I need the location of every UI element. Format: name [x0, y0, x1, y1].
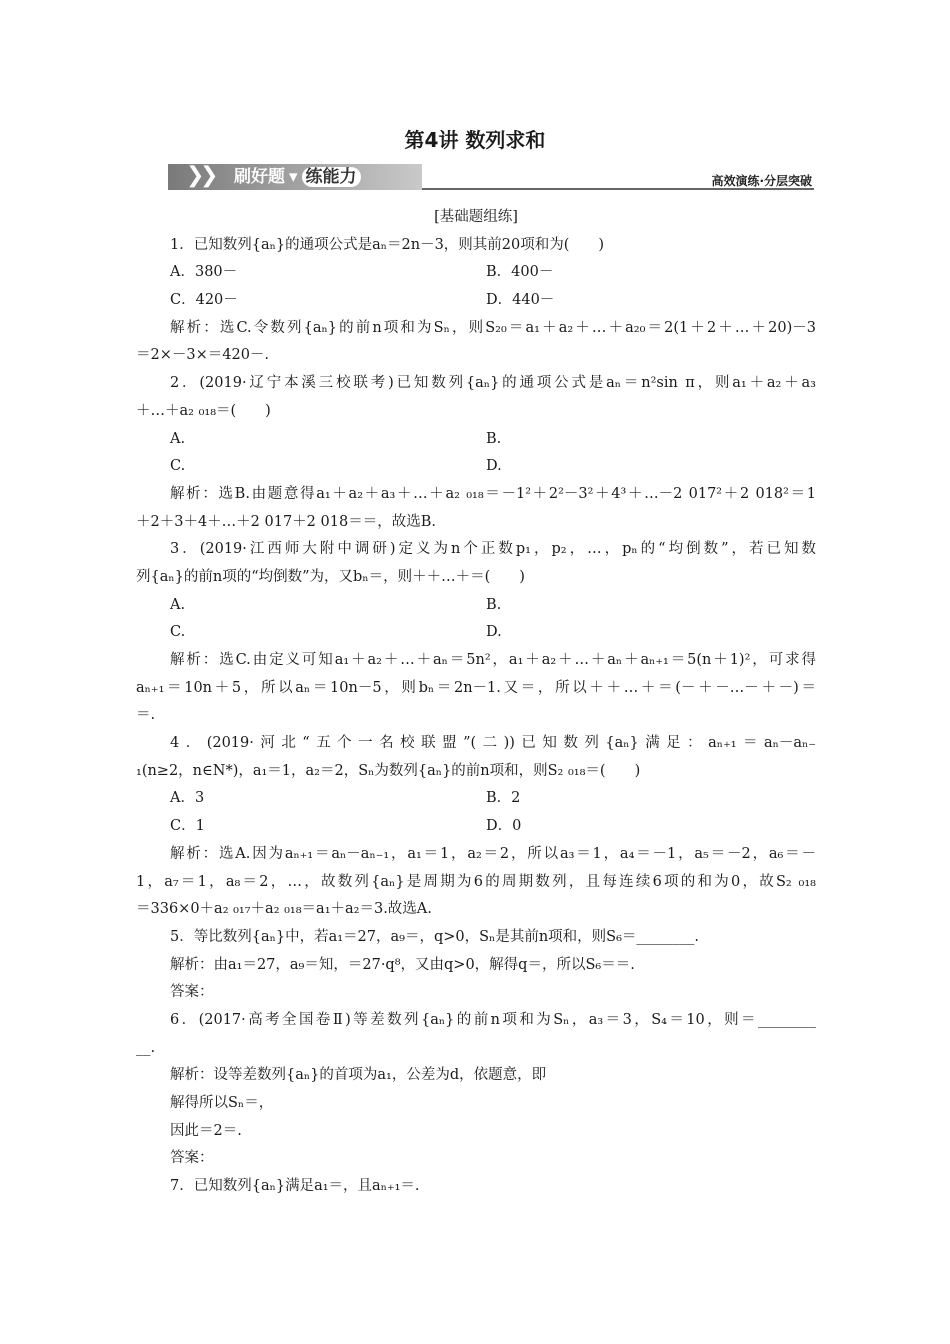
option-left: A.: [170, 430, 186, 447]
option-left: A．380－: [170, 264, 238, 281]
text-line: 6．(2017·高考全国卷Ⅱ)等差数列{aₙ}的前n项和为Sₙ，a₃＝3，S₄＝10，则＝________: [170, 1011, 816, 1028]
option-left: C．1: [170, 818, 205, 835]
dot-icon: ▾: [289, 167, 298, 187]
text-line: ₁(n≥2，n∈N*)，a₁＝1，a₂＝2，Sₙ为数列{aₙ}的前n项和，则S₂ ₀₁₈＝( ): [136, 762, 641, 779]
chevron-right-icon: ❯: [186, 163, 205, 188]
option-left: C.: [170, 458, 186, 475]
section-heading: [基础题组练]: [434, 209, 518, 225]
text-line: 解得所以Sₙ＝，: [170, 1095, 274, 1111]
text-line: 答案：: [170, 1150, 214, 1167]
text-line: 解析：选A.因为aₙ₊₁＝aₙ－aₙ₋₁，a₁＝1，a₂＝2，所以a₃＝1，a₄＝－1，a₅＝－2，a₆＝－: [170, 845, 816, 862]
text-line: 解析：由a₁＝27，a₉＝知，＝27·q⁸，又由q>0，解得q＝，所以S₆＝＝.: [170, 956, 635, 973]
option-right: B.: [486, 596, 502, 613]
text-line: __.: [136, 1039, 156, 1056]
text-line: 解析：选C.由定义可知a₁＋a₂＋…＋aₙ＝5n²，a₁＋a₂＋…＋aₙ＋aₙ₊₁＝5(n＋1)²，可求得: [170, 652, 816, 668]
option-left: A．3: [170, 790, 205, 807]
option-row: [136, 785, 816, 813]
text-line: 解析：设等差数列{aₙ}的首项为a₁，公差为d，依题意，即: [170, 1067, 547, 1084]
text-line: ＝336×0＋a₂ ₀₁₇＋a₂ ₀₁₈＝a₁＋a₂＝3.故选A.: [136, 901, 432, 918]
text-line: 解析：选B.由题意得a₁＋a₂＋a₃＋…＋a₂ ₀₁₈＝－1²＋2²－3²＋4³＋…－2 017²＋2 018²＝1: [170, 485, 816, 502]
text-line: 答案：: [170, 984, 214, 1001]
option-right: D．0: [486, 818, 522, 835]
option-left: C．420－: [170, 292, 238, 309]
banner-label: [234, 165, 363, 189]
option-row: [136, 426, 816, 454]
text-line: 7．已知数列{aₙ}满足a₁＝，且aₙ₊₁＝.: [170, 1178, 420, 1195]
document-body: [136, 204, 816, 1201]
option-right: D.: [486, 624, 502, 641]
option-row: [136, 592, 816, 620]
option-right: B.: [486, 430, 502, 447]
text-line: aₙ₊₁＝10n＋5，所以aₙ＝10n－5，则bₙ＝2n－1.又＝，所以＋＋…＋＝(－＋－…－＋－)＝: [136, 679, 816, 696]
banner-subtitle: 高效演练·分层突破: [711, 174, 812, 188]
text-line: 2．(2019·辽宁本溪三校联考)已知数列{aₙ}的通项公式是aₙ＝n²sin π，则a₁＋a₂＋a₃: [170, 375, 816, 392]
option-left: C.: [170, 624, 186, 641]
text-line: 1，a₇＝1，a₈＝2，…，故数列{aₙ}是周期为6的周期数列，且每连续6项的和为0，故S₂ ₀₁₈: [136, 873, 816, 890]
option-right: B．400－: [486, 264, 554, 281]
page-title: 第4讲 数列求和: [404, 128, 546, 152]
option-row: [136, 259, 816, 287]
option-row: [136, 619, 816, 647]
text-line: 解析：选C.令数列{aₙ}的前n项和为Sₙ，则S₂₀＝a₁＋a₂＋…＋a₂₀＝2(1＋2＋…＋20)－3: [170, 319, 816, 336]
chevron-right-icon: ❯: [200, 163, 219, 188]
option-row: [136, 287, 816, 315]
option-row: [136, 813, 816, 841]
text-line: 3．(2019·江西师大附中调研)定义为n个正数p₁，p₂，…，pₙ的“均倒数”，若已知数: [170, 541, 816, 558]
option-left: A.: [170, 596, 186, 613]
text-line: 1．已知数列{aₙ}的通项公式是aₙ＝2n－3，则其前20项和为( ): [170, 236, 605, 253]
text-line: ＝.: [136, 707, 156, 724]
text-line: 4．(2019·河北“五个一名校联盟”(二))已知数列{aₙ}满足：aₙ₊₁＝aₙ－aₙ₋: [170, 735, 816, 752]
section-banner: [168, 160, 814, 194]
text-line: 5．等比数列{aₙ}中，若a₁＝27，a₉＝，q>0，Sₙ是其前n项和，则S₆＝________.: [170, 928, 700, 945]
option-right: D.: [486, 458, 502, 475]
banner-label-b: 练能力: [302, 167, 361, 187]
text-line: ＋…＋a₂ ₀₁₈＝( ): [136, 402, 271, 419]
text-line: ＝2×－3×＝420－.: [136, 347, 270, 364]
option-right: B．2: [486, 790, 521, 807]
text-line: 列{aₙ}的前n项的“均倒数”为，又bₙ＝，则＋＋…＋＝( ): [136, 568, 525, 585]
banner-label-a: 刷好题: [234, 167, 285, 187]
option-right: D．440－: [486, 292, 555, 309]
option-row: [136, 453, 816, 481]
text-line: 因此＝2＝.: [170, 1122, 242, 1139]
text-line: ＋2＋3＋4＋…＋2 017＋2 018＝＝，故选B.: [136, 513, 436, 530]
